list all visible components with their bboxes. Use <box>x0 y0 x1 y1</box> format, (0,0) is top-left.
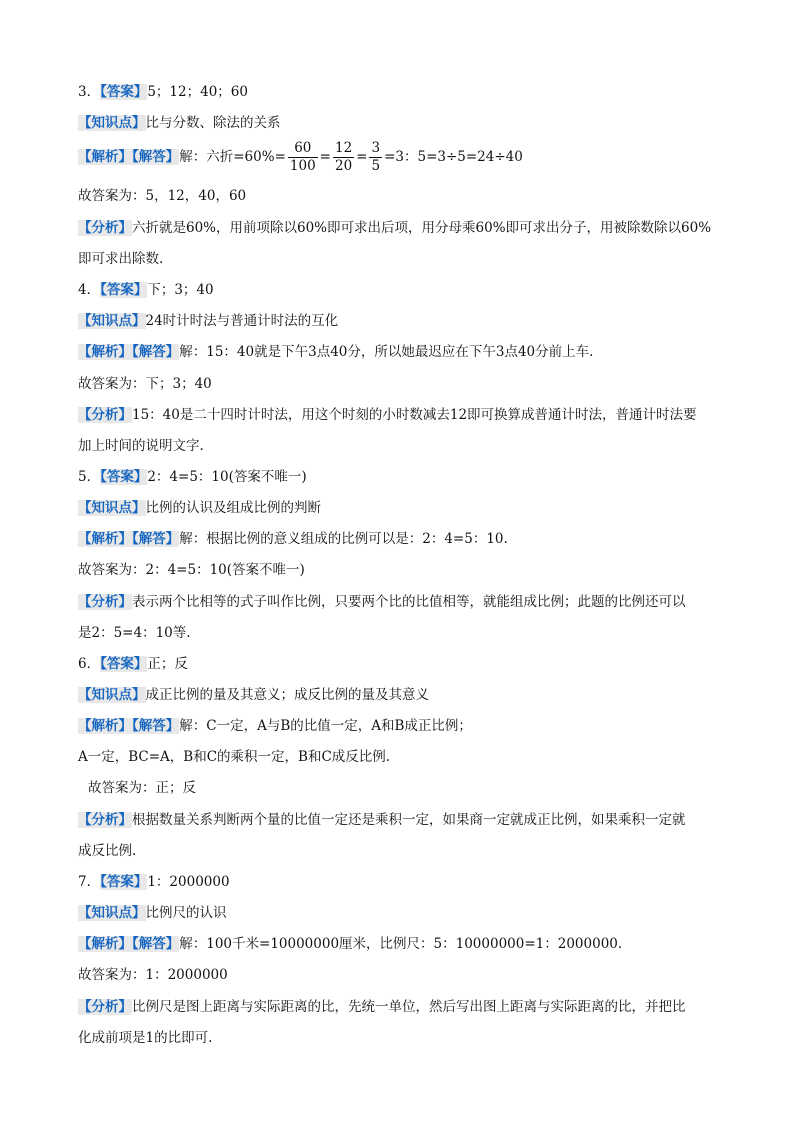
q5-fenxi-line2: 是2：5=4：10等. <box>78 625 191 641</box>
q3-solution <box>78 140 523 174</box>
q6-knowledge-point <box>78 687 429 703</box>
q3-sol-prefix: 解：六折=60%= <box>179 149 286 165</box>
q7-answer: 1：2000000 <box>147 874 230 890</box>
q6-kp-text: 成正比例的量及其意义；成反比例的量及其意义 <box>145 687 429 703</box>
q4-fenxi-line2: 加上时间的说明文字. <box>78 438 204 454</box>
q7-fenxi-line1: 比例尺是图上距离与实际距离的比，先统一单位，然后写出图上距离与实际距离的比，并把比 <box>132 999 686 1015</box>
q4-final: 故答案为：下；3；40 <box>78 376 212 392</box>
equals-sign: = <box>356 149 368 165</box>
q6-fenxi-line2: 成反比例. <box>78 843 137 859</box>
q6-sol-line1: 解：C一定，A与B的比值一定，A和B成正比例； <box>179 718 472 734</box>
q3-answer: 5；12；40；60 <box>147 84 248 100</box>
knowledge-tag: 【知识点】 <box>78 115 146 131</box>
solution-tag: 【解答】 <box>132 718 180 734</box>
q6-number: 6． <box>78 656 101 672</box>
analysis-tag: 【解析】 <box>78 149 132 165</box>
q5-fenxi-line1: 表示两个比相等的式子叫作比例，只要两个比的比值相等，就能组成比例；此题的比例还可以 <box>132 594 686 610</box>
answer-tag: 【答案】 <box>100 84 148 100</box>
q5-number: 5． <box>78 469 101 485</box>
q6-sol-line2: A一定，BC=A，B和C的乘积一定，B和C成反比例. <box>78 749 391 765</box>
fenxi-tag: 【分析】 <box>78 999 132 1015</box>
q3-sol-suffix: =3：5=3÷5=24÷40 <box>384 149 523 165</box>
q4-knowledge-point <box>78 313 338 329</box>
solution-tag: 【解答】 <box>132 936 180 952</box>
analysis-tag: 【解析】 <box>78 718 132 734</box>
fraction-numerator: 60 <box>288 141 318 158</box>
q6-solution <box>78 718 472 734</box>
q6-fenxi-line1: 根据数量关系判断两个量的比值一定还是乘积一定，如果商一定就成正比例，如果乘积一定就 <box>132 812 686 828</box>
analysis-tag: 【解析】 <box>78 936 132 952</box>
q5-solution <box>78 531 508 547</box>
solution-tag: 【解答】 <box>132 344 180 360</box>
q7-knowledge-point <box>78 905 227 921</box>
analysis-tag: 【解析】 <box>78 531 132 547</box>
fenxi-tag: 【分析】 <box>78 407 132 423</box>
q4-number: 4． <box>78 282 101 298</box>
q4-answer-line <box>78 282 214 298</box>
q7-fenxi-line2: 化成前项是1的比即可. <box>78 1030 213 1046</box>
q4-kp-text: 24时计时法与普通计时法的互化 <box>145 313 339 329</box>
q5-answer-line <box>78 469 307 485</box>
q6-answer: 正；反 <box>147 656 188 672</box>
fenxi-tag: 【分析】 <box>78 812 132 828</box>
knowledge-tag: 【知识点】 <box>78 313 146 329</box>
knowledge-tag: 【知识点】 <box>78 687 146 703</box>
q5-kp-text: 比例的认识及组成比例的判断 <box>145 500 321 516</box>
q3-number: 3． <box>78 84 101 100</box>
fenxi-tag: 【分析】 <box>78 220 132 236</box>
q7-analysis <box>78 999 686 1015</box>
q3-fenxi-line1: 六折就是60%，用前项除以60%即可求出后项，用分母乘60%即可求出分子，用被除数除以60% <box>132 220 712 236</box>
answer-tag: 【答案】 <box>100 874 148 890</box>
q7-final: 故答案为：1：2000000 <box>78 967 228 983</box>
q3-analysis <box>78 220 711 236</box>
q6-final: 故答案为：正；反 <box>88 780 196 796</box>
knowledge-tag: 【知识点】 <box>78 500 146 516</box>
knowledge-tag: 【知识点】 <box>78 905 146 921</box>
q7-kp-text: 比例尺的认识 <box>145 905 227 921</box>
q3-fenxi-line2: 即可求出除数. <box>78 251 164 267</box>
q7-sol-text: 解：100千米=10000000厘米，比例尺：5：10000000=1：2000000. <box>179 936 623 952</box>
answer-tag: 【答案】 <box>100 282 148 298</box>
q4-analysis <box>78 407 697 423</box>
solution-tag: 【解答】 <box>132 531 180 547</box>
q3-answer-line <box>78 84 248 100</box>
q6-analysis <box>78 812 686 828</box>
q5-answer: 2：4=5：10(答案不唯一) <box>147 469 307 485</box>
fraction-numerator: 3 <box>371 140 381 156</box>
q5-sol-text: 解：根据比例的意义组成的比例可以是：2：4=5：10. <box>179 531 508 547</box>
q7-answer-line <box>78 874 230 890</box>
q3-kp-text: 比与分数、除法的关系 <box>145 115 281 131</box>
fraction-60-100 <box>288 141 318 174</box>
fraction-12-20 <box>333 141 354 174</box>
solution-tag: 【解答】 <box>132 149 180 165</box>
fraction-3-5 <box>369 141 382 174</box>
q4-answer: 下；3；40 <box>147 282 214 298</box>
analysis-tag: 【解析】 <box>78 344 132 360</box>
q3-knowledge-point <box>78 115 281 131</box>
q7-solution <box>78 936 622 952</box>
q4-solution <box>78 344 593 360</box>
q4-sol-text: 解：15：40就是下午3点40分，所以她最迟应在下午3点40分前上车. <box>179 344 594 360</box>
q5-analysis <box>78 594 686 610</box>
fraction-denominator: 100 <box>289 158 316 174</box>
equals-sign: = <box>319 149 331 165</box>
q6-answer-line <box>78 656 188 672</box>
fraction-denominator: 5 <box>371 158 381 174</box>
answer-tag: 【答案】 <box>100 656 148 672</box>
q4-fenxi-line1: 15：40是二十四时计时法，用这个时刻的小时数减去12即可换算成普通计时法，普通计时法要 <box>132 407 697 423</box>
answer-tag: 【答案】 <box>100 469 148 485</box>
q3-final: 故答案为：5，12，40，60 <box>78 188 247 204</box>
q5-knowledge-point <box>78 500 321 516</box>
fenxi-tag: 【分析】 <box>78 594 132 610</box>
q7-number: 7． <box>78 874 101 890</box>
q5-final: 故答案为：2：4=5：10(答案不唯一) <box>78 562 305 578</box>
fraction-denominator: 20 <box>334 158 353 174</box>
fraction-numerator: 12 <box>334 140 353 156</box>
